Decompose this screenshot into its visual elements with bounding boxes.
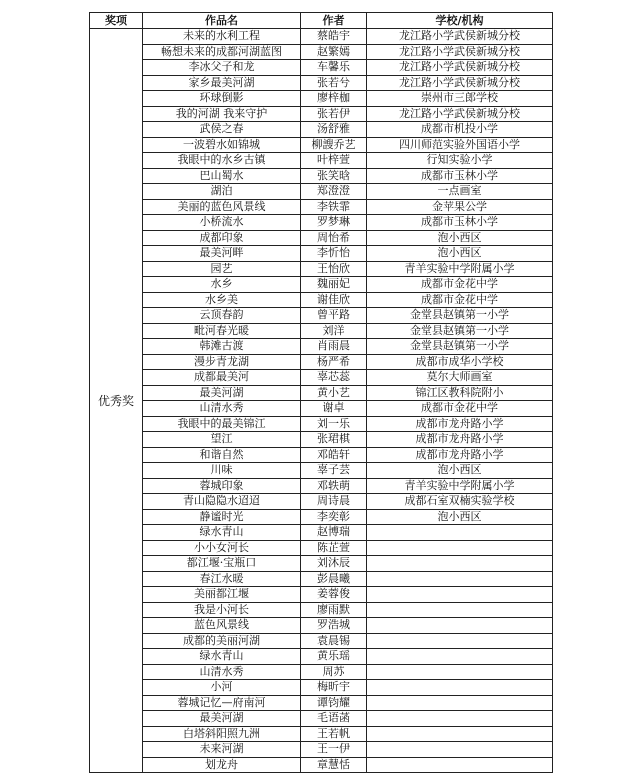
- table-row: [90, 742, 553, 758]
- table-row: [90, 757, 553, 773]
- work-cell: 韩滩古渡: [143, 339, 301, 355]
- author-cell: 周怡希: [301, 230, 367, 246]
- work-cell: 水乡: [143, 277, 301, 293]
- work-cell: 青山隐隐水迢迢: [143, 494, 301, 510]
- author-cell: 彭晨曦: [301, 571, 367, 587]
- school-cell: [367, 742, 553, 758]
- work-cell: 都江堰·宝瓶口: [143, 556, 301, 572]
- work-cell: 蓝色风景线: [143, 618, 301, 634]
- work-cell: 水乡美: [143, 292, 301, 308]
- work-cell: 山清水秀: [143, 664, 301, 680]
- work-cell: 毗河春光暖: [143, 323, 301, 339]
- school-cell: 青羊实验中学附属小学: [367, 478, 553, 494]
- author-cell: 张笑晗: [301, 168, 367, 184]
- school-cell: [367, 618, 553, 634]
- work-cell: 小河: [143, 680, 301, 696]
- work-cell: 漫步青龙湖: [143, 354, 301, 370]
- school-cell: 龙江路小学武侯新城分校: [367, 60, 553, 76]
- work-cell: 川味: [143, 463, 301, 479]
- school-cell: 泡小西区: [367, 230, 553, 246]
- work-cell: 武侯之春: [143, 122, 301, 138]
- work-cell: 小桥流水: [143, 215, 301, 231]
- table-row: [90, 463, 553, 479]
- work-cell: 成都最美河: [143, 370, 301, 386]
- author-cell: 魏丽妃: [301, 277, 367, 293]
- author-cell: 李奕彰: [301, 509, 367, 525]
- table-row: [90, 618, 553, 634]
- award-category-cell: 优秀奖: [90, 29, 143, 773]
- author-cell: 袁晨锡: [301, 633, 367, 649]
- school-cell: 行知实验小学: [367, 153, 553, 169]
- table-row: [90, 602, 553, 618]
- work-cell: 静谧时光: [143, 509, 301, 525]
- school-cell: 成都市金花中学: [367, 277, 553, 293]
- author-cell: 蔡皓宇: [301, 29, 367, 45]
- school-cell: [367, 556, 553, 572]
- author-cell: 谢卓: [301, 401, 367, 417]
- table-row: [90, 339, 553, 355]
- work-cell: 最美河湖: [143, 385, 301, 401]
- school-cell: 龙江路小学武侯新城分校: [367, 106, 553, 122]
- school-cell: 泡小西区: [367, 246, 553, 262]
- table-row: [90, 354, 553, 370]
- school-cell: 金苹果公学: [367, 199, 553, 215]
- work-cell: 一波碧水如锦城: [143, 137, 301, 153]
- school-cell: [367, 540, 553, 556]
- author-cell: 刘沐辰: [301, 556, 367, 572]
- work-cell: 春江水暖: [143, 571, 301, 587]
- school-cell: 成都市龙舟路小学: [367, 447, 553, 463]
- work-cell: 最美河湖: [143, 711, 301, 727]
- table-row: [90, 246, 553, 262]
- work-cell: 绿水青山: [143, 525, 301, 541]
- table-row: [90, 633, 553, 649]
- school-cell: 金堂县赵镇第一小学: [367, 308, 553, 324]
- work-cell: 望江: [143, 432, 301, 448]
- work-cell: 成都印象: [143, 230, 301, 246]
- work-cell: 划龙舟: [143, 757, 301, 773]
- author-cell: 王若帆: [301, 726, 367, 742]
- author-cell: 姜蓉俊: [301, 587, 367, 603]
- author-cell: 章慧恬: [301, 757, 367, 773]
- school-cell: 成都市龙舟路小学: [367, 432, 553, 448]
- table-row: [90, 75, 553, 91]
- school-cell: [367, 680, 553, 696]
- work-cell: 小小女河长: [143, 540, 301, 556]
- table-row: [90, 494, 553, 510]
- author-cell: 张若兮: [301, 75, 367, 91]
- school-cell: [367, 633, 553, 649]
- header-author: 作者: [301, 13, 367, 29]
- work-cell: 美丽都江堰: [143, 587, 301, 603]
- author-cell: 黄小艺: [301, 385, 367, 401]
- author-cell: 谭钧耀: [301, 695, 367, 711]
- author-cell: 杨严希: [301, 354, 367, 370]
- author-cell: 辜子芸: [301, 463, 367, 479]
- work-cell: 园艺: [143, 261, 301, 277]
- school-cell: [367, 664, 553, 680]
- work-cell: 和谐自然: [143, 447, 301, 463]
- work-cell: 我的河湖 我来守护: [143, 106, 301, 122]
- school-cell: [367, 711, 553, 727]
- table-row: [90, 649, 553, 665]
- table-row: [90, 168, 553, 184]
- table-row: [90, 153, 553, 169]
- author-cell: 王怡欣: [301, 261, 367, 277]
- school-cell: [367, 649, 553, 665]
- school-cell: 成都市龙舟路小学: [367, 416, 553, 432]
- school-cell: 青羊实验中学附属小学: [367, 261, 553, 277]
- school-cell: [367, 571, 553, 587]
- table-row: [90, 215, 553, 231]
- school-cell: 锦江区教科院附小: [367, 385, 553, 401]
- work-cell: 白塔斜阳照九洲: [143, 726, 301, 742]
- work-cell: 湖泊: [143, 184, 301, 200]
- author-cell: 周诗晨: [301, 494, 367, 510]
- table-row: [90, 711, 553, 727]
- work-cell: 环球倒影: [143, 91, 301, 107]
- school-cell: 四川师范实验外国语小学: [367, 137, 553, 153]
- school-cell: 莫尔大师画室: [367, 370, 553, 386]
- author-cell: 黄乐瑶: [301, 649, 367, 665]
- header-award: 奖项: [90, 13, 143, 29]
- table-body: [90, 29, 553, 773]
- school-cell: 龙江路小学武侯新城分校: [367, 75, 553, 91]
- document-page: [89, 12, 552, 773]
- school-cell: 成都市玉林小学: [367, 215, 553, 231]
- table-row: [90, 292, 553, 308]
- author-cell: 李铁霏: [301, 199, 367, 215]
- work-cell: 绿水青山: [143, 649, 301, 665]
- header-work: 作品名: [143, 13, 301, 29]
- author-cell: 毛语菡: [301, 711, 367, 727]
- author-cell: 辜芯蕊: [301, 370, 367, 386]
- school-cell: [367, 587, 553, 603]
- school-cell: [367, 757, 553, 773]
- author-cell: 赵博瑞: [301, 525, 367, 541]
- author-cell: 谢佳欣: [301, 292, 367, 308]
- table-row: [90, 230, 553, 246]
- school-cell: [367, 602, 553, 618]
- author-cell: 叶梓萱: [301, 153, 367, 169]
- author-cell: 赵繁嫣: [301, 44, 367, 60]
- author-cell: 张珺棋: [301, 432, 367, 448]
- author-cell: 廖雨默: [301, 602, 367, 618]
- table-row: [90, 447, 553, 463]
- school-cell: 成都市机投小学: [367, 122, 553, 138]
- author-cell: 罗梦琳: [301, 215, 367, 231]
- author-cell: 柳謏乔艺: [301, 137, 367, 153]
- table-row: [90, 29, 553, 45]
- table-row: [90, 261, 553, 277]
- table-row: [90, 122, 553, 138]
- work-cell: 美丽的蓝色风景线: [143, 199, 301, 215]
- table-row: [90, 401, 553, 417]
- school-cell: 成都市成华小学校: [367, 354, 553, 370]
- table-row: [90, 571, 553, 587]
- author-cell: 陈芷萱: [301, 540, 367, 556]
- author-cell: 王一伊: [301, 742, 367, 758]
- school-cell: 龙江路小学武侯新城分校: [367, 44, 553, 60]
- author-cell: 汤舒雅: [301, 122, 367, 138]
- table-row: [90, 416, 553, 432]
- work-cell: 山清水秀: [143, 401, 301, 417]
- work-cell: 最美河畔: [143, 246, 301, 262]
- school-cell: 成都石室双楠实验学校: [367, 494, 553, 510]
- table-header-row: [90, 13, 553, 29]
- work-cell: 未来的水利工程: [143, 29, 301, 45]
- table-row: [90, 323, 553, 339]
- work-cell: 畅想未来的成都河湖蓝图: [143, 44, 301, 60]
- school-cell: 龙江路小学武侯新城分校: [367, 29, 553, 45]
- table-row: [90, 726, 553, 742]
- work-cell: 我眼中的最美锦江: [143, 416, 301, 432]
- author-cell: 郑澄澄: [301, 184, 367, 200]
- work-cell: 我眼中的水乡古镇: [143, 153, 301, 169]
- table-row: [90, 695, 553, 711]
- school-cell: 泡小西区: [367, 463, 553, 479]
- author-cell: 梅昕宇: [301, 680, 367, 696]
- work-cell: 家乡最美河湖: [143, 75, 301, 91]
- work-cell: 未来河湖: [143, 742, 301, 758]
- table-row: [90, 44, 553, 60]
- table-row: [90, 432, 553, 448]
- school-cell: 成都市金花中学: [367, 401, 553, 417]
- school-cell: 成都市金花中学: [367, 292, 553, 308]
- header-school: 学校/机构: [367, 13, 553, 29]
- work-cell: 巴山蜀水: [143, 168, 301, 184]
- table-row: [90, 587, 553, 603]
- author-cell: 廖梓枷: [301, 91, 367, 107]
- school-cell: 金堂县赵镇第一小学: [367, 323, 553, 339]
- work-cell: 李冰父子和龙: [143, 60, 301, 76]
- author-cell: 刘一乐: [301, 416, 367, 432]
- author-cell: 刘洋: [301, 323, 367, 339]
- table-row: [90, 509, 553, 525]
- table-row: [90, 199, 553, 215]
- author-cell: 张若伊: [301, 106, 367, 122]
- work-cell: 蓉城印象: [143, 478, 301, 494]
- table-row: [90, 370, 553, 386]
- author-cell: 周苏: [301, 664, 367, 680]
- school-cell: 泡小西区: [367, 509, 553, 525]
- table-row: [90, 556, 553, 572]
- table-row: [90, 478, 553, 494]
- table-row: [90, 680, 553, 696]
- table-row: [90, 91, 553, 107]
- author-cell: 邓皓轩: [301, 447, 367, 463]
- table-row: [90, 137, 553, 153]
- school-cell: 成都市玉林小学: [367, 168, 553, 184]
- table-row: [90, 184, 553, 200]
- author-cell: 邓轶萌: [301, 478, 367, 494]
- author-cell: 肖雨晨: [301, 339, 367, 355]
- table-row: [90, 106, 553, 122]
- table-row: [90, 308, 553, 324]
- school-cell: [367, 726, 553, 742]
- author-cell: 曾平路: [301, 308, 367, 324]
- table-row: [90, 525, 553, 541]
- school-cell: 崇州市三郎学校: [367, 91, 553, 107]
- school-cell: [367, 525, 553, 541]
- table-row: [90, 277, 553, 293]
- work-cell: 蓉城记忆—府南河: [143, 695, 301, 711]
- table-row: [90, 664, 553, 680]
- table-row: [90, 385, 553, 401]
- author-cell: 李忻怡: [301, 246, 367, 262]
- work-cell: 成都的美丽河湖: [143, 633, 301, 649]
- school-cell: 一点画室: [367, 184, 553, 200]
- author-cell: 车馨乐: [301, 60, 367, 76]
- table-row: [90, 540, 553, 556]
- work-cell: 我是小河长: [143, 602, 301, 618]
- table-row: [90, 60, 553, 76]
- work-cell: 云顶春韵: [143, 308, 301, 324]
- school-cell: 金堂县赵镇第一小学: [367, 339, 553, 355]
- author-cell: 罗浩城: [301, 618, 367, 634]
- award-table: [89, 12, 553, 773]
- school-cell: [367, 695, 553, 711]
